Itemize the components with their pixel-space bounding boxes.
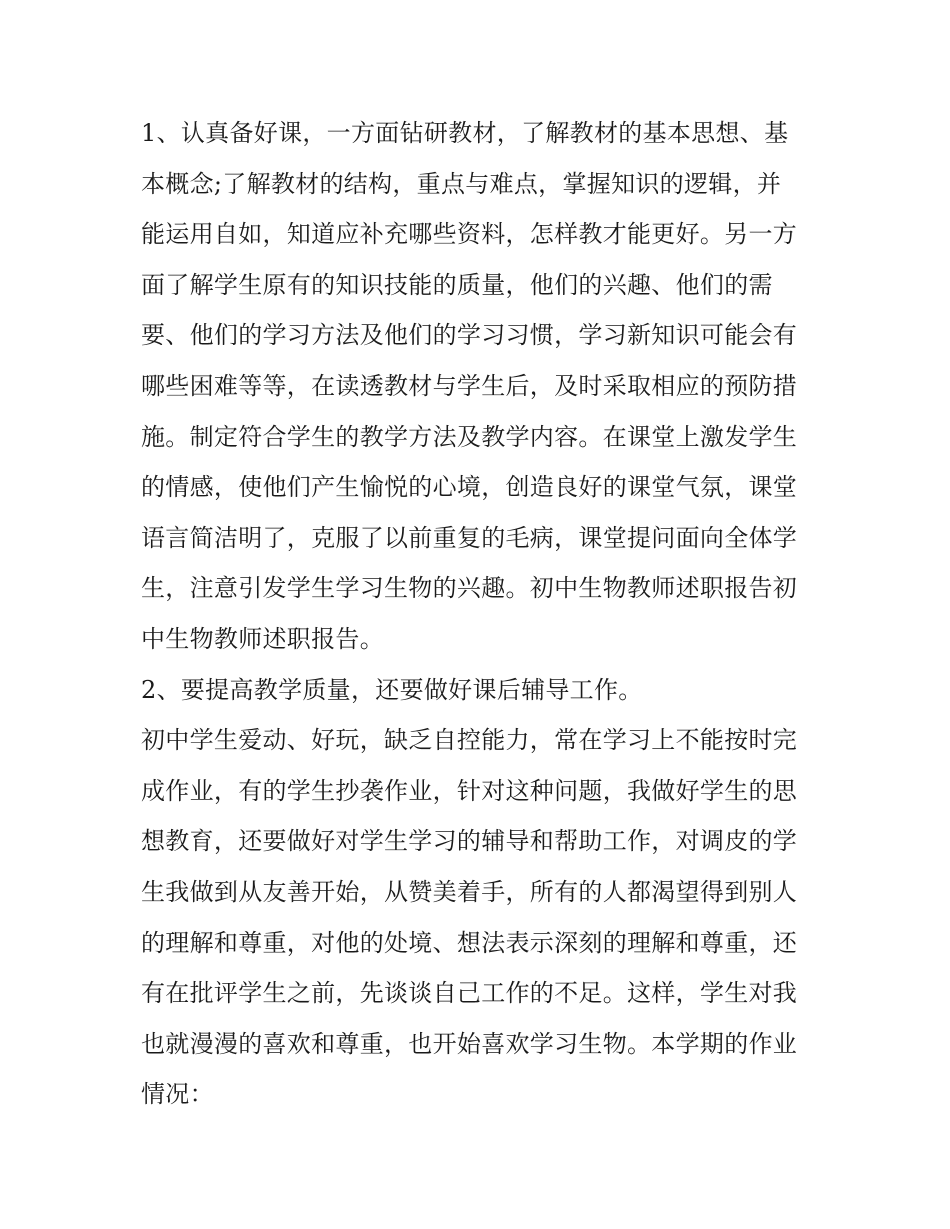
text-line: 生，注意引发学生学习生物的兴趣。初中生物教师述职报告初 [141, 574, 798, 603]
text-line: 的理解和尊重，对他的处境、想法表示深刻的理解和尊重，还 [141, 928, 798, 957]
document-body [141, 108, 813, 1120]
text-line: 生我做到从友善开始，从赞美着手，所有的人都渴望得到别人 [141, 877, 798, 906]
text-line: 的情感，使他们产生愉悦的心境，创造良好的课堂气氛，课堂 [141, 473, 798, 502]
text-line: 1、认真备好课，一方面钻研教材，了解教材的基本思想、基 [141, 119, 789, 147]
text-line: 想教育，还要做好对学生学习的辅导和帮助工作，对调皮的学 [141, 827, 798, 856]
text-line: 能运用自如，知道应补充哪些资料，怎样教才能更好。另一方 [141, 220, 798, 249]
text-line: 情况： [141, 1080, 214, 1109]
text-line: 2、要提高教学质量，还要做好课后辅导工作。 [141, 675, 643, 704]
text-line: 哪些困难等等，在读透教材与学生后，及时采取相应的预防措 [141, 371, 798, 400]
text-line: 本概念;了解教材的结构，重点与难点，掌握知识的逻辑，并 [141, 169, 782, 198]
text-line: 要、他们的学习方法及他们的学习习惯，学习新知识可能会有 [141, 321, 798, 350]
text-line: 中生物教师述职报告。 [141, 624, 384, 653]
text-line: 语言简洁明了，克服了以前重复的毛病，课堂提问面向全体学 [141, 523, 798, 552]
text-line: 有在批评学生之前，先谈谈自己工作的不足。这样，学生对我 [141, 979, 798, 1008]
text-line: 面了解学生原有的知识技能的质量，他们的兴趣、他们的需 [141, 270, 773, 299]
text-line: 初中学生爱动、好玩，缺乏自控能力，常在学习上不能按时完 [141, 726, 798, 755]
text-line: 成作业，有的学生抄袭作业，针对这种问题，我做好学生的思 [141, 776, 798, 805]
text-line: 施。制定符合学生的教学方法及教学内容。在课堂上激发学生 [141, 422, 798, 451]
text-line: 也就漫漫的喜欢和尊重，也开始喜欢学习生物。本学期的作业 [141, 1029, 798, 1058]
